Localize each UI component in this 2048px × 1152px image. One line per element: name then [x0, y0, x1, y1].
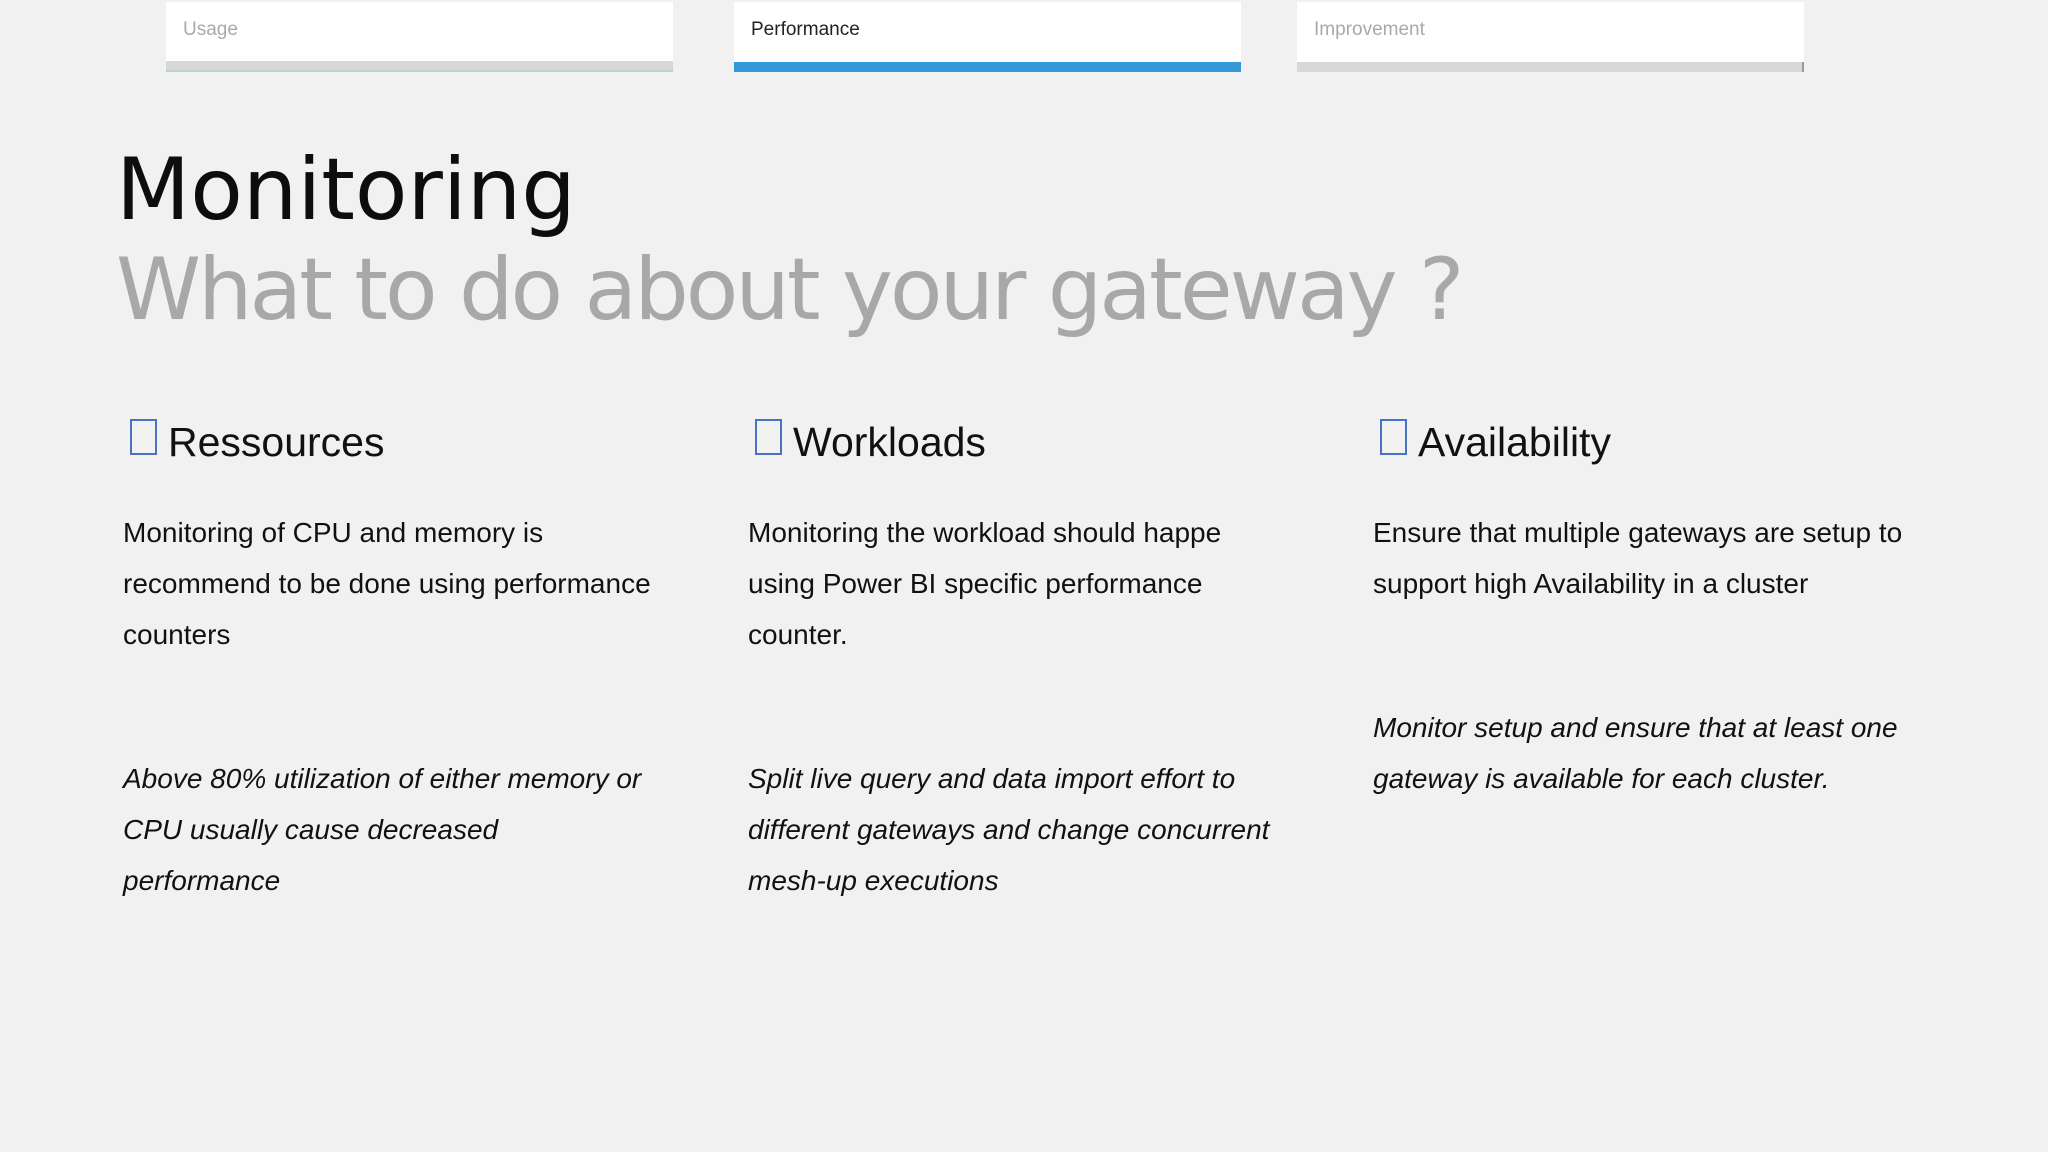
ressources-column — [123, 415, 683, 896]
document-icon — [1380, 419, 1407, 455]
ressources-note: Above 80% utilization of either memory or CPU usually cause decreased performance — [123, 763, 642, 896]
tab-usage-indicator — [166, 61, 673, 72]
tab-improvement-indicator — [1297, 62, 1804, 72]
tab-improvement[interactable] — [1297, 2, 1804, 72]
workloads-title: Workloads — [793, 419, 986, 465]
availability-title: Availability — [1418, 419, 1611, 465]
document-icon — [130, 419, 157, 455]
document-icon — [755, 419, 782, 455]
availability-note: Monitor setup and ensure that at least one gateway is available for each cluster. — [1373, 712, 1898, 794]
availability-column — [1373, 415, 1933, 794]
ressources-title: Ressources — [168, 419, 385, 465]
page-subtitle: What to do about your gateway ? — [116, 240, 1462, 340]
page-title: Monitoring — [116, 140, 576, 240]
tab-performance[interactable] — [734, 2, 1241, 72]
tab-performance-indicator — [734, 62, 1241, 72]
tab-performance-label: Performance — [751, 19, 860, 40]
availability-header — [1373, 415, 1933, 475]
workloads-note: Split live query and data import effort to different gateways and change concurrent mesh-up executions — [748, 763, 1270, 896]
ressources-header — [123, 415, 683, 475]
ressources-body: Monitoring of CPU and memory is recommend to be done using performance counters — [123, 517, 651, 650]
workloads-header — [748, 415, 1308, 475]
tab-usage-label: Usage — [183, 19, 238, 40]
workloads-body: Monitoring the workload should happe using Power BI specific performance counter. — [748, 517, 1222, 650]
tab-improvement-label: Improvement — [1314, 19, 1425, 40]
workloads-column — [748, 415, 1308, 896]
tab-usage[interactable] — [166, 2, 673, 72]
availability-body: Ensure that multiple gateways are setup to support high Availability in a cluster — [1373, 517, 1903, 599]
